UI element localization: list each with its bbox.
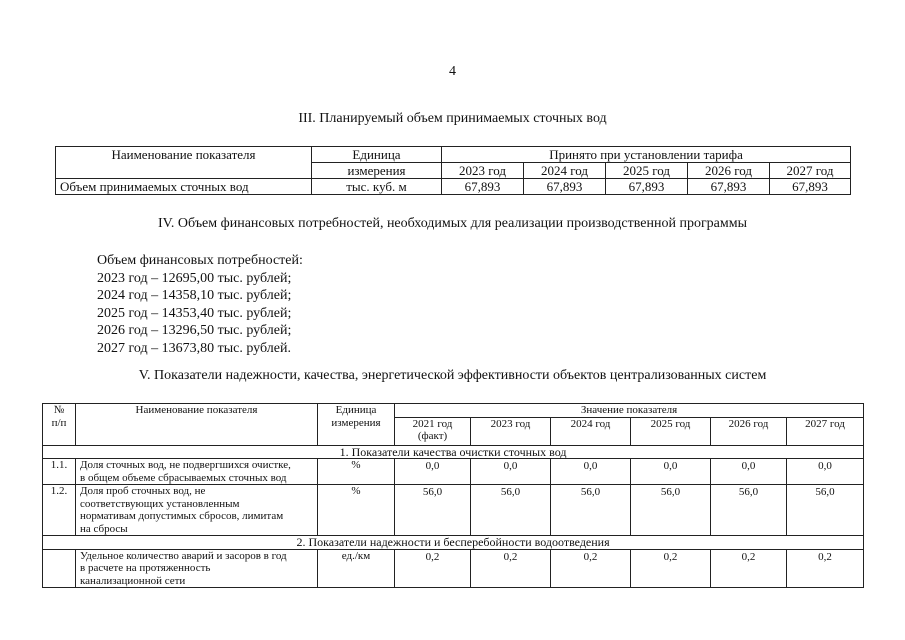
section-title: 1. Показатели качества очистки сточных вод: [43, 445, 864, 459]
row-name-line: канализационной сети: [80, 574, 186, 587]
row-name: Объем принимаемых сточных вод: [56, 179, 312, 195]
wastewater-volume-table: [55, 146, 851, 195]
header-line: (факт): [417, 430, 448, 442]
row-value: 0,0: [551, 459, 631, 485]
column-header-year: 2026 год: [688, 163, 770, 179]
section-title: 2. Показатели надежности и бесперебойности водоотведения: [43, 536, 864, 550]
row-value: 0,0: [787, 459, 864, 485]
column-header-name: Наименование показателя: [76, 404, 318, 446]
row-name-line: соответствующих установленным: [80, 497, 240, 510]
row-value: 56,0: [471, 485, 551, 536]
row-value: 0,0: [711, 459, 787, 485]
row-value: 0,0: [631, 459, 711, 485]
header-line: Единица: [335, 404, 377, 416]
row-name-line: Доля проб сточных вод, не: [80, 485, 206, 497]
row-name-line: нормативам допустимых сбросов, лимитам: [80, 510, 284, 522]
table-row: [43, 459, 864, 485]
column-header-year: 2024 год: [551, 417, 631, 445]
row-value: 56,0: [631, 485, 711, 536]
page-number: 4: [449, 64, 456, 79]
row-number: 1.1.: [43, 459, 76, 485]
table-row: [43, 485, 864, 536]
row-value: 67,893: [442, 179, 524, 195]
row-value: 67,893: [770, 179, 851, 195]
table-header-row: [43, 404, 864, 418]
column-header-year: 2027 год: [787, 417, 864, 445]
row-value: 0,2: [711, 549, 787, 588]
row-value: 67,893: [688, 179, 770, 195]
column-header-year: 2025 год: [631, 417, 711, 445]
column-header-year: 2023 год: [471, 417, 551, 445]
row-value: 0,2: [471, 549, 551, 588]
table-header-row: [56, 147, 851, 163]
table-section-row: [43, 536, 864, 550]
table-row: [43, 549, 864, 588]
section-5-heading: V. Показатели надежности, качества, энергетической эффективности объектов централизованных систем: [138, 368, 767, 383]
financial-intro: Объем финансовых потребностей:: [97, 253, 303, 268]
row-name-line: в расчете на протяженность: [80, 562, 211, 574]
row-value: 0,2: [551, 549, 631, 588]
row-unit: %: [318, 485, 395, 536]
column-header-year: 2026 год: [711, 417, 787, 445]
table-section-row: [43, 445, 864, 459]
row-value: 0,0: [395, 459, 471, 485]
row-value: 56,0: [787, 485, 864, 536]
row-number: [43, 549, 76, 588]
row-name-line: в общем объеме сбрасываемых сточных вод: [80, 471, 287, 484]
column-header-year: 2025 год: [606, 163, 688, 179]
section-4-heading: IV. Объем финансовых потребностей, необходимых для реализации производственной программы: [157, 216, 748, 231]
row-number: 1.2.: [43, 485, 76, 536]
indicators-table: [42, 403, 864, 588]
financial-needs-list: [97, 252, 303, 357]
row-name: [76, 549, 318, 588]
row-name: [76, 485, 318, 536]
financial-line: 2025 год – 14353,40 тыс. рублей;: [97, 305, 292, 321]
financial-line: 2027 год – 13673,80 тыс. рублей.: [97, 340, 291, 356]
column-header-number: [43, 404, 76, 446]
table-row: [56, 179, 851, 195]
row-value: 67,893: [606, 179, 688, 195]
row-unit: тыс. куб. м: [312, 179, 442, 195]
section-3-heading: III. Планируемый объем принимаемых сточных вод: [298, 111, 607, 126]
column-header-value: Значение показателя: [395, 404, 864, 418]
row-value: 0,2: [631, 549, 711, 588]
row-value: 56,0: [551, 485, 631, 536]
column-header-unit-cont: измерения: [312, 163, 442, 179]
column-header-name: Наименование показателя: [56, 147, 312, 179]
header-line: №: [53, 404, 65, 416]
row-unit: ед./км: [318, 549, 395, 588]
row-name: [76, 459, 318, 485]
column-header-year: 2023 год: [442, 163, 524, 179]
column-header-year: [395, 417, 471, 445]
row-value: 56,0: [395, 485, 471, 536]
row-value: 0,0: [471, 459, 551, 485]
row-value: 56,0: [711, 485, 787, 536]
row-name-line: Доля сточных вод, не подвергшихся очистке,: [80, 459, 291, 471]
row-value: 67,893: [524, 179, 606, 195]
header-line: п/п: [51, 416, 67, 429]
column-header-accepted: Принято при установлении тарифа: [442, 147, 851, 163]
row-value: 0,2: [787, 549, 864, 588]
financial-line: 2026 год – 13296,50 тыс. рублей;: [97, 323, 292, 338]
column-header-year: 2024 год: [524, 163, 606, 179]
financial-line: 2023 год – 12695,00 тыс. рублей;: [97, 270, 292, 286]
header-line: 2021 год: [412, 417, 453, 430]
row-value: 0,2: [395, 549, 471, 588]
header-line: измерения: [331, 416, 381, 429]
financial-line: 2024 год – 14358,10 тыс. рублей;: [97, 288, 292, 303]
column-header-year: 2027 год: [770, 163, 851, 179]
row-name-line: Удельное количество аварий и засоров в год: [80, 549, 287, 562]
column-header-unit: [318, 404, 395, 446]
row-name-line: на сбросы: [80, 522, 128, 535]
row-unit: %: [318, 459, 395, 485]
column-header-unit: Единица: [312, 147, 442, 163]
